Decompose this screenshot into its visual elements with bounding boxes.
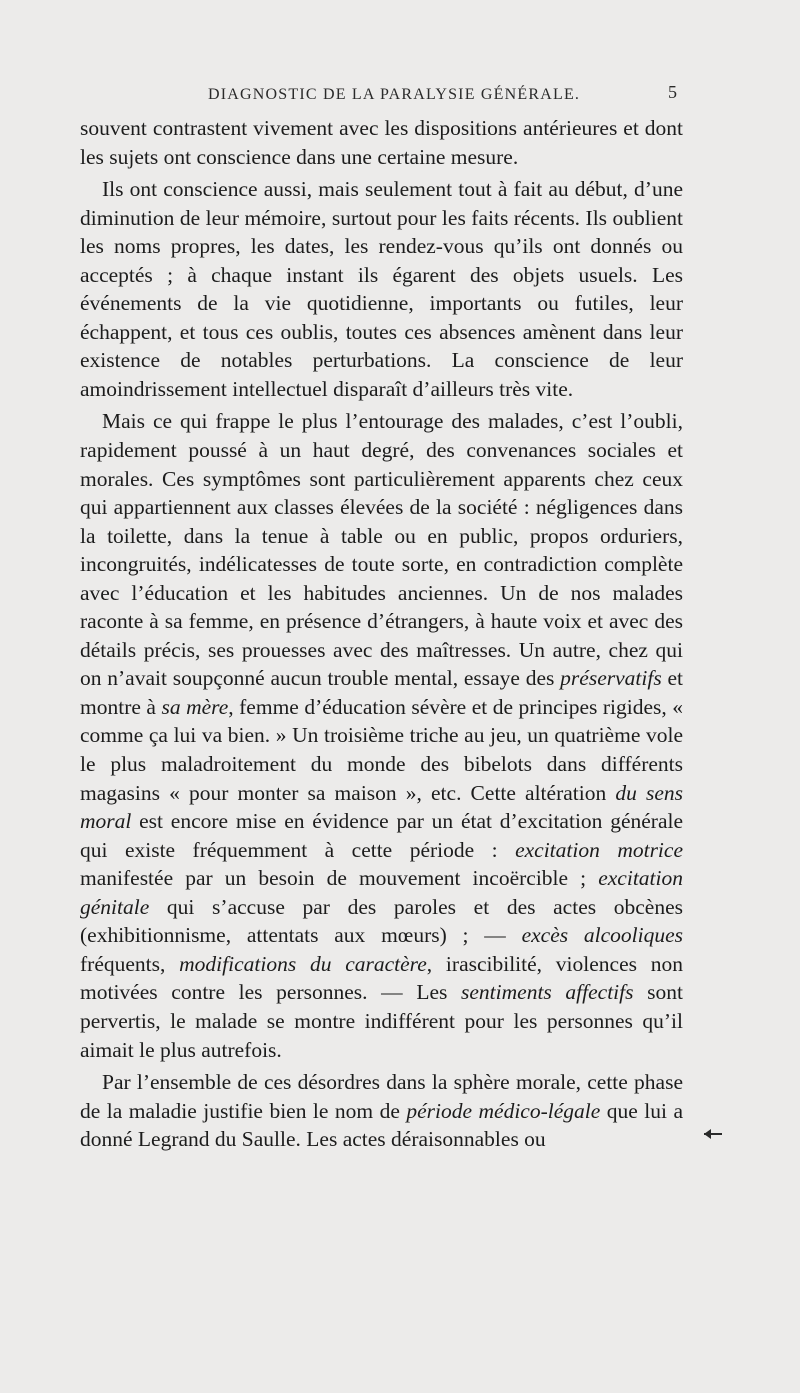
italic-term: sentiments affectifs bbox=[461, 980, 634, 1005]
text-run: et montre à bbox=[80, 666, 683, 719]
arrow-left-icon bbox=[702, 1127, 724, 1146]
italic-term: du sens moral bbox=[80, 780, 683, 834]
italic-term: excitation génitale bbox=[80, 866, 683, 919]
italic-term: excitation motrice bbox=[515, 837, 683, 862]
italic-term: modifications du caractère bbox=[179, 951, 427, 976]
paragraph-4 bbox=[80, 1068, 683, 1154]
text-run: sont pervertis, le malade se montre indifférent pour les personnes qu’il aimait le plus autrefois. bbox=[80, 980, 683, 1062]
paragraph-2: Ils ont conscience aussi, mais seulement tout à fait au début, d’une diminution de leur mémoire, surtout pour les faits récents. Ils oublient les noms propres, les dates, les rendez-vous qu’ils ont donnés ou acceptés ; à chaque instant ils égarent des objets usuels. Les événements de la vie quotidienne, importants ou futiles, leur échappent, et tous ces oublis, toutes ces absences amènent dans leur existence de notables perturbations. La conscience de leur amoindrissement intellectuel disparaît d’ailleurs très vite. bbox=[80, 177, 683, 401]
text-run: qui s’accuse par des paroles et des actes obcènes (exhibitionnisme, attentats aux mœurs) ; — bbox=[80, 894, 683, 948]
text-run: est encore mise en évidence par un état d’excitation générale qui existe fréquemment à cette période : bbox=[80, 809, 683, 862]
paragraph-3 bbox=[80, 407, 683, 1064]
italic-term: préservatifs bbox=[560, 666, 662, 691]
text-run: , irascibilité, violences non motivées contre les personnes. — Les bbox=[80, 951, 684, 1005]
italic-term: excès alcooliques bbox=[521, 923, 683, 948]
running-title: DIAGNOSTIC DE LA PARALYSIE GÉNÉRALE. bbox=[208, 86, 581, 103]
text-run: Mais ce qui frappe le plus l’entourage des malades, c’est l’oubli, rapidement poussé à un haut degré, des convenances sociales et morales. Ces symptômes sont particulièrement apparents chez ceux qui appartiennent aux classes élevées de la société : négligences dans la toilette, dans la tenue à table ou en public, propos orduriers, incongruités, indélicatesses de toute sorte, en contradiction complète avec l’éducation et les habitudes anciennes. Un de nos malades raconte à sa femme, en présence d’étrangers, à haute voix et avec des détails précis, ses prouesses avec des maîtresses. Un autre, chez qui on n’avait soupçonné aucun trouble mental, essaye des bbox=[80, 409, 683, 691]
italic-term: période médico-légale bbox=[406, 1098, 601, 1123]
text-run: fréquents, bbox=[80, 951, 180, 976]
text-run: Par l’ensemble de ces désordres dans la sphère morale, cette phase de la maladie justifie bien le nom de bbox=[80, 1070, 683, 1123]
body-text bbox=[80, 114, 683, 1158]
text-run: que lui a donné Legrand du Saulle. Les actes déraisonnables ou bbox=[80, 1098, 683, 1152]
text-run: , femme d’éducation sévère et de principes rigides, « comme ça lui va bien. » Un troisième triche au jeu, un quatrième vole le plus maladroitement du monde des bibelots dans différents magasins « pour monter sa maison », etc. Cette altération bbox=[80, 694, 683, 805]
text-run: manifestée par un besoin de mouvement incoërcible ; bbox=[80, 866, 599, 891]
paragraph-1: souvent contrastent vivement avec les dispositions antérieures et dont les sujets ont conscience dans une certaine mesure. bbox=[80, 116, 683, 169]
italic-term: sa mère bbox=[161, 694, 229, 719]
page-number: 5 bbox=[668, 82, 677, 102]
